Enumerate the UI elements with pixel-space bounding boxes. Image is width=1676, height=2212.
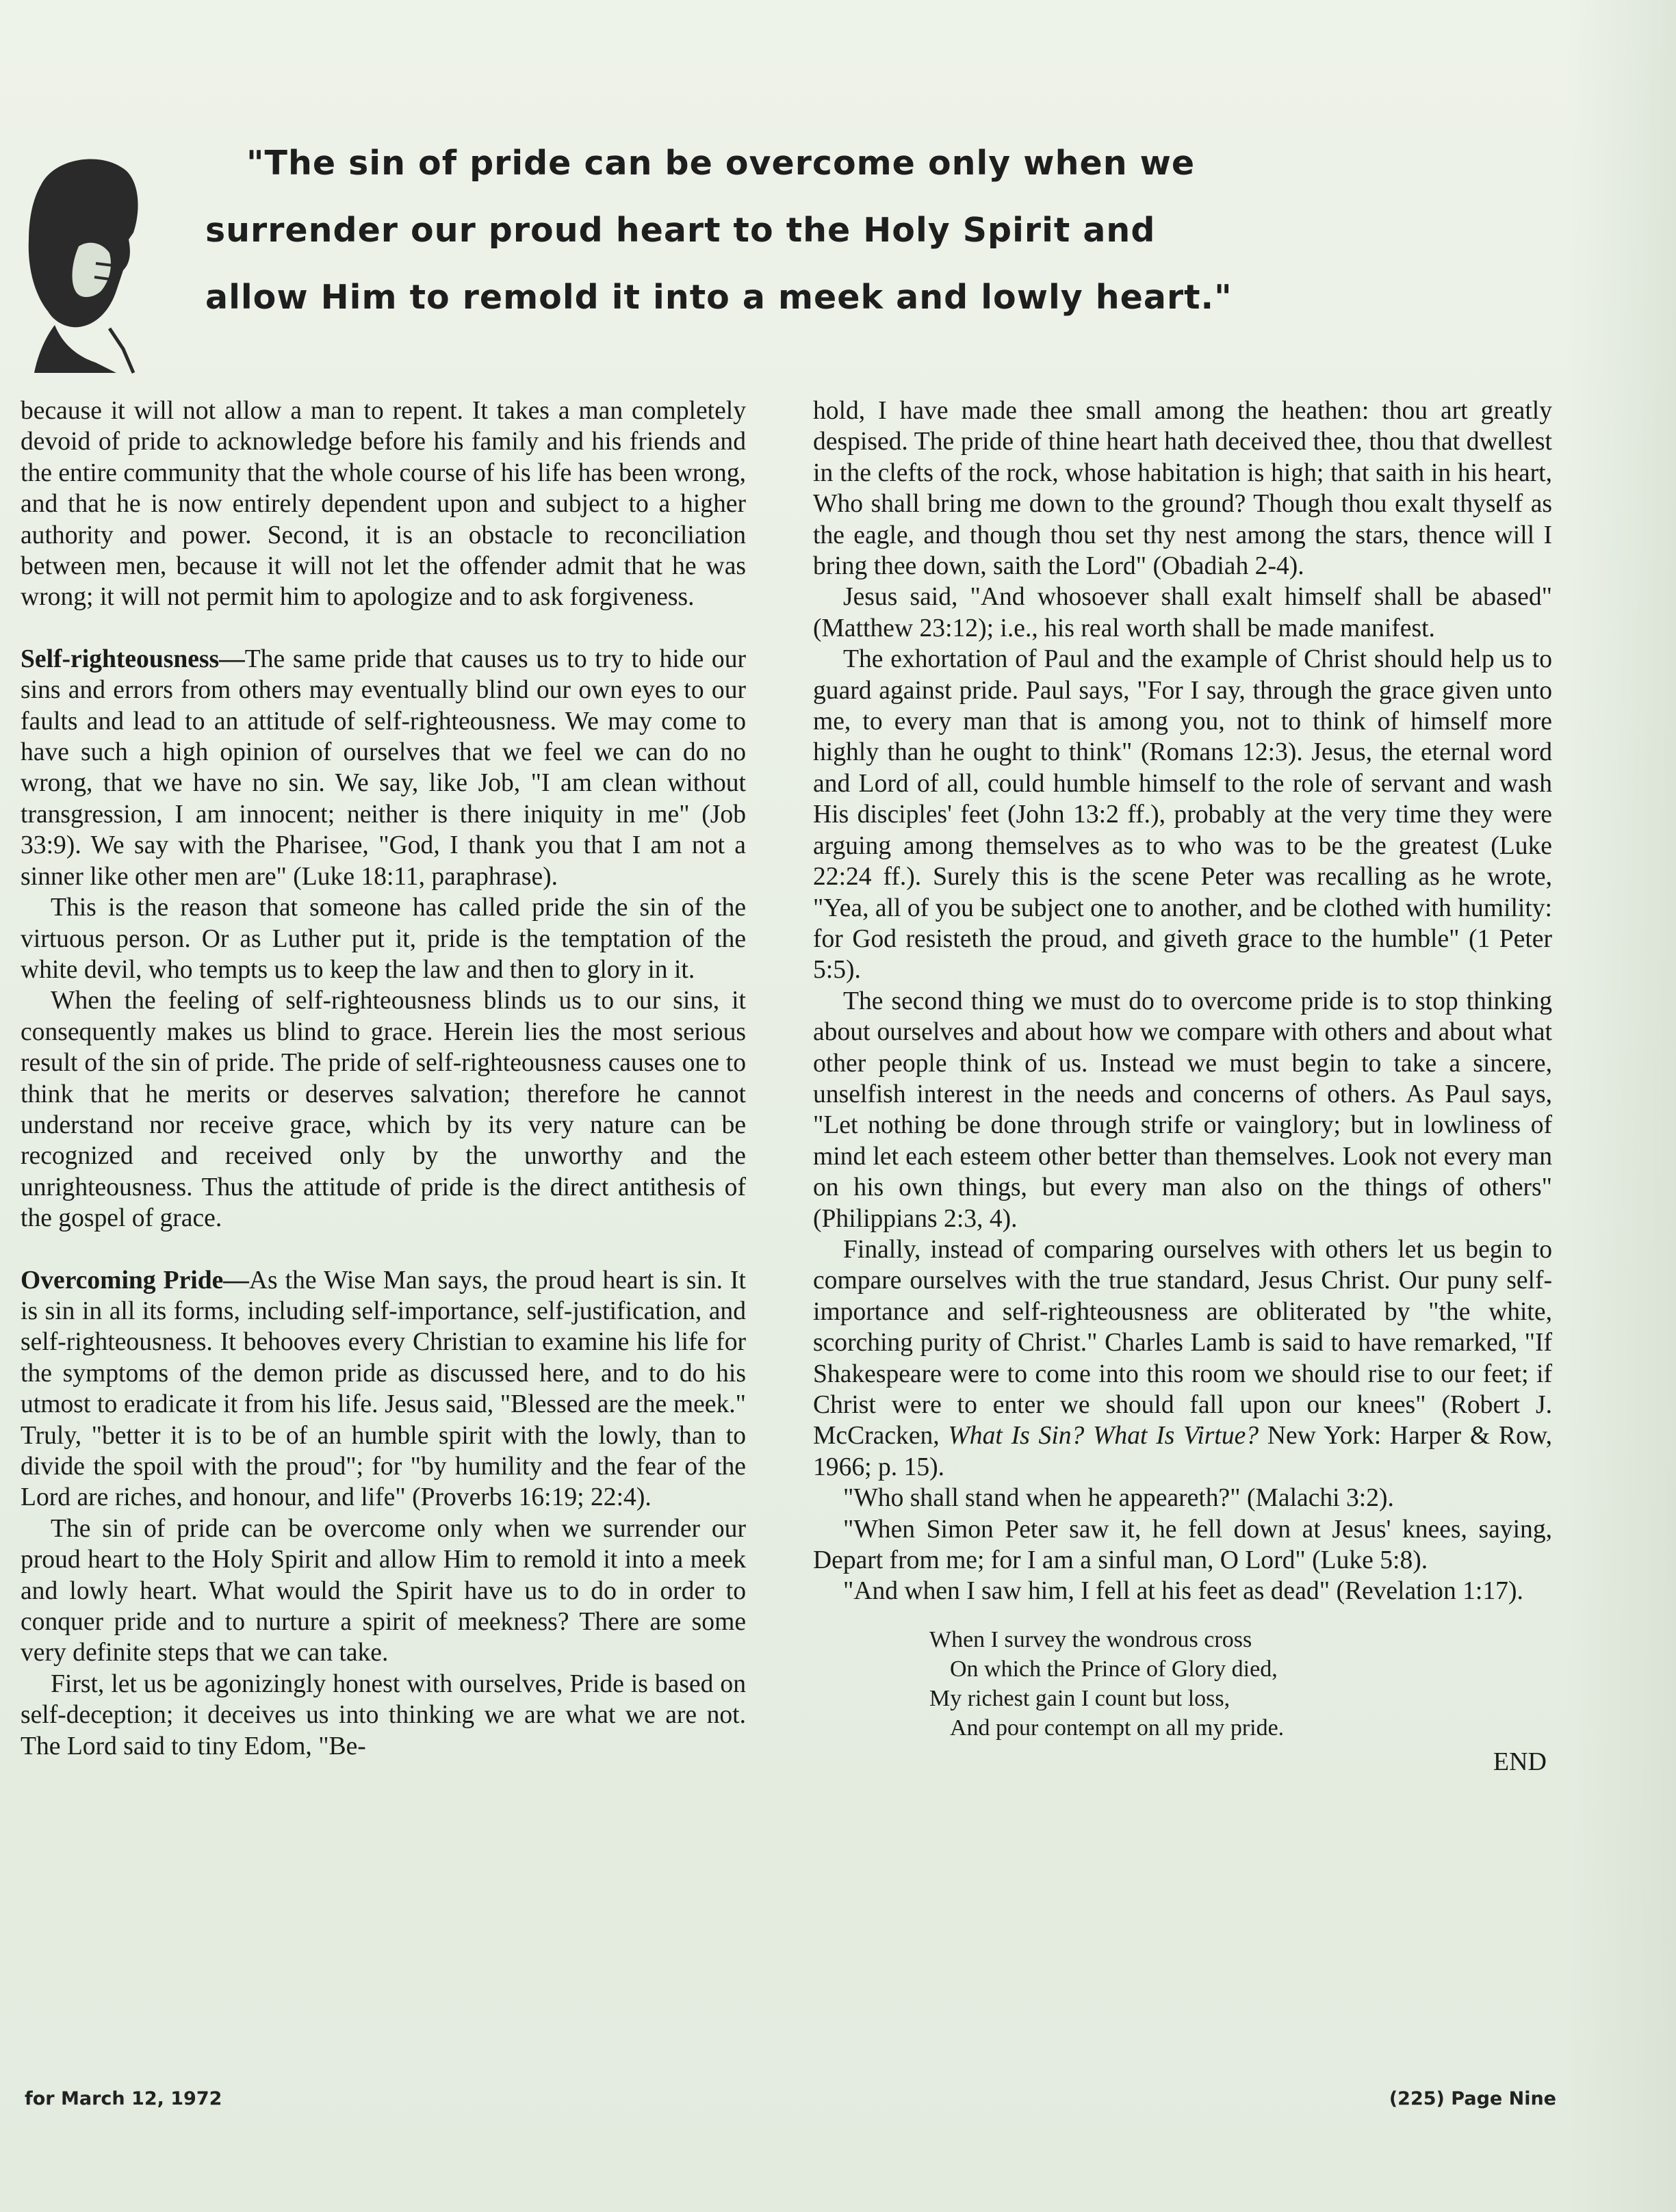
paragraph: because it will not allow a man to repent. It takes a man completely devoid of pride to acknowledge before his family and his friends and the entire community that the whole course of his life has been wrong, and that he is now entirely dependent upon and subject to a higher authority and power. Second, it is an obstacle to reconciliation between men, because it will not let the offender admit that he was wrong; it will not permit him to apologize and to ask forgiveness. xyxy=(21,397,746,612)
section-heading-overcoming-pride: Overcoming Pride— xyxy=(21,1266,249,1294)
end-mark: END xyxy=(1493,1747,1547,1776)
paragraph-text: The same pride that causes us to try to hide our sins and errors from others may eventually blind our own eyes to our faults and lead to an attitude of self-righteousness. We may come to have such a high opinion of ourselves that we feel we can do no wrong, that we have no sin. We say, like Job, "I am clean without transgression, I am innocent; neither is there iniquity in me" (Job 33:9). We say with the Pharisee, "God, I thank you that I am not a sinner like other men are" (Luke 18:11, paraphrase). xyxy=(21,645,746,891)
footer-date: for March 12, 1972 xyxy=(25,2088,222,2109)
paragraph: The exhortation of Paul and the example of Christ should help us to guard against pride. Paul says, "For I say, through the grace given unto me, to every man that is among you, not to think of himself more highly than he ought to think" (Romans 12:3). Jesus, the eternal word and Lord of all, could humble himself to the role of servant and wash His disciples' feet (John 13:2 ff.), probably at the very time they were arguing among themselves as to who was to be the greatest (Luke 22:24 ff.). Surely this is the scene Peter was recalling as he wrote, "Yea, all of you be subject one to another, and be clothed with humility: for God resisteth the proud, and giveth grace to the humble" (1 Peter 5:5). xyxy=(813,645,1552,985)
pull-quote-line-3: allow Him to remold it into a meek and lowly heart." xyxy=(205,278,1233,317)
paragraph-text: New York: Harper & Row, 1966; p. 15). xyxy=(813,1422,1553,1481)
paragraph: "Who shall stand when he appeareth?" (Malachi 3:2). xyxy=(843,1484,1394,1513)
hymn-line: On which the Prince of Glory died, xyxy=(950,1656,1278,1682)
pull-quote-line-1: "The sin of pride can be overcome only when we xyxy=(246,144,1196,183)
hymn-line: When I survey the wondrous cross xyxy=(929,1626,1252,1652)
paragraph: hold, I have made thee small among the heathen: thou art greatly despised. The pride of thine heart hath deceived thee, thou that dwellest in the clefts of the rock, whose habitation is high; that saith in his heart, Who shall bring me down to the ground? Though thou exalt thyself as the eagle, and though thou set thy nest among the stars, thence will I bring thee down, saith the Lord" (Obadiah 2-4). xyxy=(813,397,1552,581)
paragraph-overcoming-pride xyxy=(21,1265,746,1513)
right-column xyxy=(813,395,1552,1778)
pull-quote-line-2: surrender our proud heart to the Holy Spirit and xyxy=(205,211,1156,250)
hymn-line: My richest gain I count but loss, xyxy=(929,1685,1230,1711)
paragraph: First, let us be agonizingly honest with ourselves, Pride is based on self-deception; it deceives us into thinking we are what we are not. The Lord said to tiny Edom, "Be- xyxy=(21,1669,746,1760)
paragraph-text: As the Wise Man says, the proud heart is sin. It is sin in all its forms, including self-importance, self-justification, and self-righteousness. It behooves every Christian to examine his life for the symptoms of the demon pride as discussed here, and to do his utmost to eradicate it from his life. Jesus said, "Blessed are the meek." Truly, "better it is to be of an humble spirit with the lowly, than to divide the spoil with the proud"; for "by humility and the fear of the Lord are riches, and honour, and life" (Proverbs 16:19; 22:4). xyxy=(21,1266,746,1512)
paragraph: The second thing we must do to overcome pride is to stop thinking about ourselves and about how we compare with others and about what other people think of us. Instead we must begin to take a sincere, unselfish interest in the needs and concerns of others. As Paul says, "Let nothing be done through strife or vainglory; but in lowliness of mind let each esteem other better than themselves. Look not every man on his own things, but every man also on the things of others" (Philippians 2:3, 4). xyxy=(813,987,1552,1233)
paragraph: When the feeling of self-righteousness blinds us to our sins, it consequently makes us blind to grace. Herein lies the most serious result of the sin of pride. The pride of self-righteousness causes one to think that he merits or deserves salvation; therefore he cannot understand nor receive grace, which by its very nature can be recognized and received only by the unworthy and the unrighteousness. Thus the attitude of pride is the direct antithesis of the gospel of grace. xyxy=(21,987,746,1233)
pull-quote xyxy=(205,130,1232,331)
book-title: What Is Sin? What Is Virtue? xyxy=(948,1422,1259,1450)
section-heading-self-righteousness: Self-righteousness— xyxy=(21,645,245,673)
paragraph-self-righteousness xyxy=(21,644,746,892)
hymn-verse xyxy=(813,1625,1552,1743)
paragraph xyxy=(813,1234,1552,1483)
paragraph: The sin of pride can be overcome only when we surrender our proud heart to the Holy Spirit and allow Him to remold it into a meek and lowly heart. What would the Spirit have us to do in order to conquer pride and to nurture a spirit of meekness? There are some very definite steps that we can take. xyxy=(21,1514,746,1667)
paragraph: "When Simon Peter saw it, he fell down at Jesus' knees, saying, Depart from me; for I am a sinful man, O Lord" (Luke 5:8). xyxy=(813,1515,1552,1575)
paragraph: Jesus said, "And whosoever shall exalt himself shall be abased" (Matthew 23:12); i.e., his real worth shall be made manifest. xyxy=(813,583,1552,642)
page-edge-shading xyxy=(1567,0,1676,2212)
left-column xyxy=(21,395,746,1762)
paragraph: This is the reason that someone has called pride the sin of the virtuous person. Or as Luther put it, pride is the temptation of the white devil, who tempts us to keep the law and then to glory in it. xyxy=(21,894,746,984)
author-portrait-icon xyxy=(14,144,151,376)
paragraph: "And when I saw him, I fell at his feet as dead" (Revelation 1:17). xyxy=(843,1577,1523,1606)
paragraph-text: Finally, instead of comparing ourselves with others let us begin to compare ourselves with the true standard, Jesus Christ. Our puny self-importance and self-righteousness are obliterated by "the white, scorching purity of Christ." Charles Lamb is said to have remarked, "If Shakespeare were to come into this room we should rise to our feet; if Christ were to enter we should fall upon our knees" (Robert J. McCracken, xyxy=(813,1235,1552,1450)
footer-page-number: (225) Page Nine xyxy=(1389,2088,1556,2109)
hymn-line: And pour contempt on all my pride. xyxy=(950,1715,1285,1741)
